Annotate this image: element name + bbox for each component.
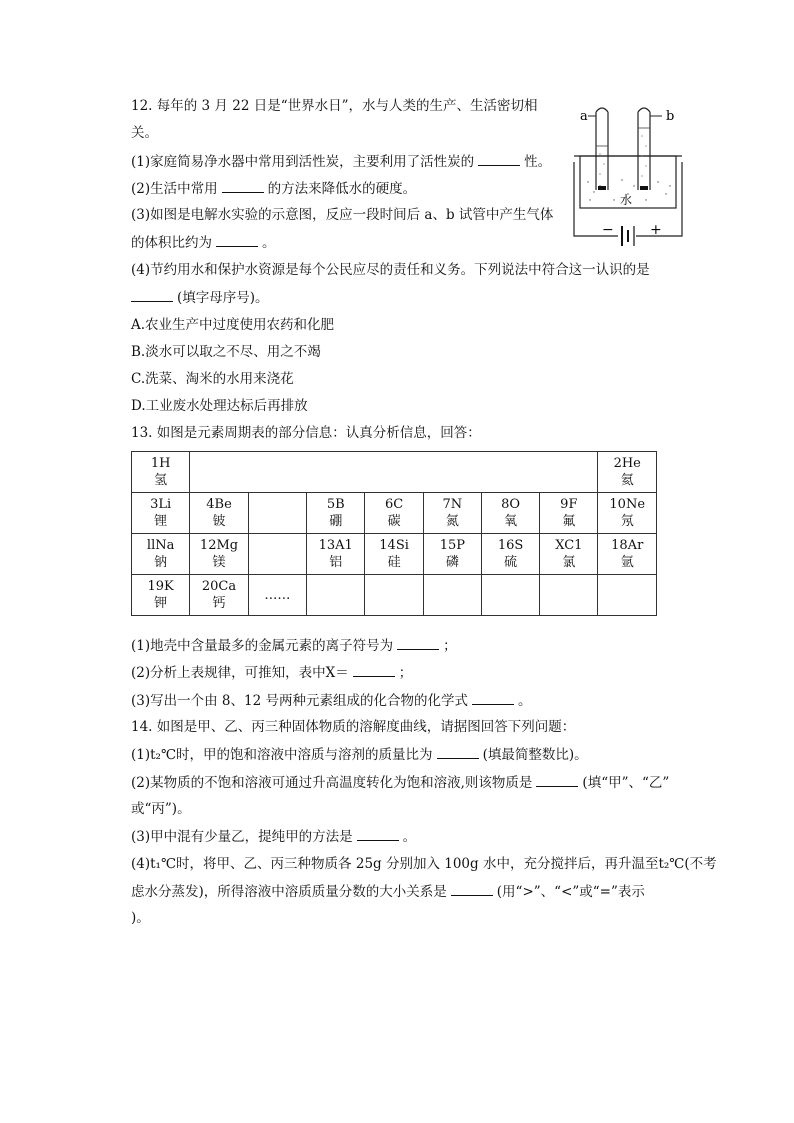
q13-part1-text: (1)地壳中含量最多的金属元素的离子符号为 (131, 638, 394, 654)
q12-part3-text: 的体积比约为 (131, 235, 212, 251)
answer-blank[interactable] (451, 883, 493, 896)
answer-blank[interactable] (131, 289, 173, 302)
label-b: b (666, 109, 675, 124)
answer-blank[interactable] (472, 692, 514, 705)
empty-cell (248, 534, 306, 575)
q14-part4-text: 虑水分蒸发)，所得溶液中溶质质量分数的大小关系是 (131, 884, 447, 900)
element-cell: 15P 磷 (423, 534, 481, 575)
q13-part3-text: (3)写出一个由 8、12 号两种元素组成的化合物的化学式 (131, 693, 468, 709)
electrode-b (640, 186, 648, 190)
element-cell: 16S 硫 (481, 534, 539, 575)
q12-part4-tail: (填字母序号)。 (177, 290, 269, 306)
empty-cell (365, 575, 423, 616)
q13-part2-tail: ； (398, 665, 413, 681)
answer-blank[interactable] (216, 234, 258, 247)
answer-blank[interactable] (536, 774, 578, 787)
element-cell: 5B 硼 (307, 493, 365, 534)
q14-part2-line2: 或“丙”)。 (131, 801, 191, 817)
q12-part3-tail: 。 (262, 235, 276, 251)
element-cell: XC1 氯 (540, 534, 598, 575)
answer-blank[interactable] (478, 153, 520, 166)
q12-part4-line1: (4)节约用水和保护水资源是每个公民应尽的责任和义务。下列说法中符合这一认识的是 (131, 262, 650, 278)
q14-part3-text: (3)甲中混有少量乙，提纯甲的方法是 (131, 829, 353, 845)
element-cell: 6C 碳 (365, 493, 423, 534)
element-cell: 2He 氦 (598, 452, 657, 493)
empty-cell (190, 452, 598, 493)
electrolysis-diagram (570, 102, 690, 248)
q12-part1-tail: 性。 (524, 154, 552, 170)
element-cell: 12Mg 镁 (190, 534, 249, 575)
answer-blank[interactable] (357, 828, 399, 841)
q13-stem: 13. 如图是元素周期表的部分信息：认真分析信息，回答： (131, 425, 481, 441)
element-cell: 9F 氟 (540, 493, 598, 534)
table-row (132, 452, 657, 493)
q14-part2-text: (2)某物质的不饱和溶液可通过升高温度转化为饱和溶液,则该物质是 (131, 775, 533, 791)
element-cell: 18Ar 氩 (598, 534, 657, 575)
element-cell: 3Li 锂 (132, 493, 190, 534)
q14-part1 (131, 746, 588, 763)
q12-stem-line2: 关。 (131, 125, 158, 141)
test-tube-a (596, 108, 608, 190)
answer-blank[interactable] (437, 746, 479, 759)
element-cell: 19K 钾 (132, 575, 190, 616)
empty-cell (598, 575, 657, 616)
empty-cell (248, 493, 306, 534)
electrode-a (598, 186, 606, 190)
q14-part4-line1: (4)t₁℃时，将甲、乙、丙三种物质各 25g 分别加入 100g 水中，充分搅拌后，再升温至t₂℃(不考 (131, 856, 717, 872)
q12-part1-text: (1)家庭简易净水器中常用到活性炭，主要利用了活性炭的 (131, 154, 475, 170)
empty-cell (307, 575, 365, 616)
element-cell: 10Ne 氖 (598, 493, 657, 534)
q12-part2-text: (2)生活中常用 (131, 181, 218, 197)
element-cell: 4Be 铍 (190, 493, 249, 534)
q12-part1 (131, 153, 551, 170)
q12-part2-tail: 的方法来降低水的硬度。 (267, 181, 417, 197)
q14-part2-line1 (131, 774, 669, 791)
q12-part3-line2 (131, 234, 276, 251)
q13-part2 (131, 664, 412, 681)
q14-part1-text: (1)t₂℃时，甲的饱和溶液中溶质与溶剂的质量比为 (131, 747, 433, 763)
label-water: 水 (620, 193, 633, 207)
q12-option-d: D.工业废水处理达标后再排放 (131, 398, 308, 414)
q13-part3-tail: 。 (517, 693, 532, 709)
q12-part2 (131, 180, 416, 197)
empty-cell (423, 575, 481, 616)
answer-blank[interactable] (397, 637, 439, 650)
element-cell: 7N 氮 (423, 493, 481, 534)
q13-part1 (131, 637, 457, 654)
q12-part4-line2 (131, 289, 269, 306)
q13-part3 (131, 692, 531, 709)
battery-minus: − (602, 222, 614, 238)
element-cell: 14Si 硅 (365, 534, 423, 575)
q12-option-a: A.农业生产中过度使用农药和化肥 (131, 317, 335, 333)
table-row (132, 493, 657, 534)
element-cell: 13A1 铝 (307, 534, 365, 575)
q12-option-c: C.洗菜、淘米的水用来浇花 (131, 371, 294, 387)
q14-part3 (131, 828, 416, 845)
element-cell: 8O 氧 (481, 493, 539, 534)
q14-part3-tail: 。 (402, 829, 417, 845)
q13-part2-text: (2)分析上表规律，可推知，表中X＝ (131, 665, 349, 681)
q14-part1-tail: (填最简整数比)。 (482, 747, 588, 763)
element-cell: llNa 钠 (132, 534, 190, 575)
battery-plus: + (650, 222, 662, 238)
q12-option-b: B.淡水可以取之不尽、用之不竭 (131, 344, 321, 360)
table-row (132, 534, 657, 575)
label-a: a (580, 109, 588, 124)
periodic-table (131, 451, 657, 616)
q13-part1-tail: ； (443, 638, 457, 654)
empty-cell (540, 575, 598, 616)
q12-stem-line1: 12. 每年的 3 月 22 日是“世界水日”，水与人类的生产、生活密切相 (131, 98, 538, 114)
q14-part2-tail: (填“甲”、“乙” (582, 775, 670, 791)
element-cell: 20Ca 钙 (190, 575, 249, 616)
answer-blank[interactable] (222, 180, 264, 193)
test-tube-b (638, 108, 650, 190)
table-row (132, 575, 657, 616)
q14-part4-line3: )。 (131, 910, 150, 926)
ellipsis-cell: …… (248, 575, 306, 616)
q14-stem: 14. 如图是甲、乙、丙三种固体物质的溶解度曲线，请据图回答下列问题： (131, 719, 576, 735)
element-cell: 1H 氢 (132, 452, 190, 493)
answer-blank[interactable] (353, 664, 395, 677)
q14-part4-line2 (131, 883, 645, 900)
q12-part3-line1: (3)如图是电解水实验的示意图，反应一段时间后 a、b 试管中产生气体 (131, 207, 554, 223)
empty-cell (481, 575, 539, 616)
q14-part4-tail: (用“>”、“<”或“=”表示 (496, 884, 645, 900)
